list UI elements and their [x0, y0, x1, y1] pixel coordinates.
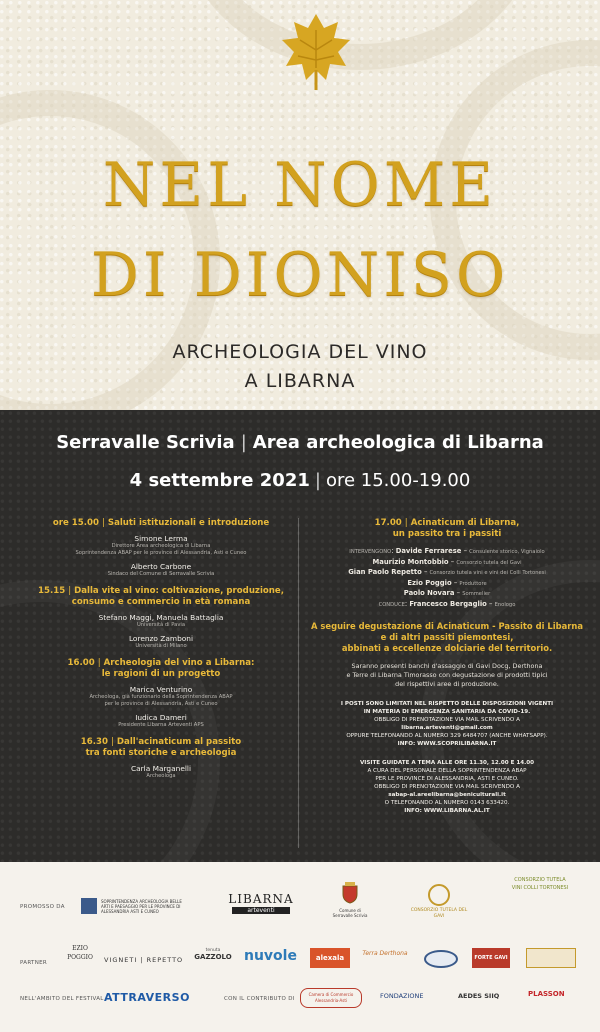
speaker	[30, 713, 292, 729]
promoted-label: PROMOSSO DA	[20, 904, 65, 910]
logo-gazzolo	[192, 948, 234, 961]
sponsor-logos	[0, 862, 600, 1032]
info-line: OBBLIGO DI PRENOTAZIONE VIA MAIL SCRIVENDO A	[374, 783, 520, 790]
speaker-name: Lorenzo Zamboni	[128, 634, 194, 643]
logo-subtext: tenuta	[205, 948, 221, 953]
speaker-line: Ezio Poggio – Produttore	[407, 578, 487, 587]
logo-consorzio-gavi	[410, 884, 468, 928]
column-divider	[298, 518, 299, 848]
moderator-name: Francesco Bergaglio	[409, 599, 487, 608]
session-heading: 16.00 | Archeologia del vino a Libarna: le ragioni di un progetto	[67, 658, 255, 679]
speaker	[30, 634, 292, 650]
gavi-seal-icon	[428, 884, 450, 906]
session-time: 17.00	[374, 518, 402, 528]
session-time: ore 15.00	[52, 518, 99, 528]
logo-comune	[330, 882, 370, 930]
logo-plasson: PLASSON	[528, 990, 565, 998]
speaker-role: Archeologa, già funzionario della Soprintendenza ABAP	[89, 694, 233, 700]
moderator-label: CONDUCE	[378, 601, 405, 608]
coat-of-arms-icon	[341, 882, 359, 904]
logo-libarna	[222, 892, 300, 922]
speaker-role: Sindaco del Comune di Serravalle Scrivia	[107, 571, 215, 577]
info-line: I POSTI SONO LIMITATI NEL RISPETTO DELLE DISPOSIZIONI VIGENTI	[340, 700, 554, 707]
speaker-role: Consulente storico, Vignaiolo	[469, 549, 545, 555]
tasting-description	[304, 662, 590, 689]
speaker-role: Archeologa	[146, 773, 176, 779]
subtitle-line-1: ARCHEOLOGIA DEL VINO	[172, 341, 428, 363]
session-title-line: consumo e commercio in età romana	[71, 597, 251, 607]
speaker	[30, 764, 292, 780]
partners-label: PARTNER	[20, 960, 48, 966]
logo-vigneti-repetto: VIGNETI | REPETTO	[104, 956, 184, 964]
speaker-role: Soprintendenza ABAP per le province di Alessandria, Asti e Cuneo	[75, 550, 247, 556]
logo-colli-tortonesi	[510, 876, 570, 930]
promoters-row	[0, 870, 600, 930]
info-line: PER LE PROVINCE DI ALESSANDRIA, ASTI E CUNEO.	[375, 775, 519, 782]
festival-label: NELL'AMBITO DEL FESTIVAL	[20, 996, 104, 1002]
program-session	[30, 586, 292, 650]
session-title-line: tra fonti storiche e archeologia	[85, 748, 237, 758]
speaker-name: Iudica Dameri	[135, 713, 187, 722]
logo-oval	[424, 950, 458, 968]
logo-text: Comune di Serravalle Scrivia	[332, 908, 368, 918]
tasting-line: A seguire degustazione di Acinaticum - Passito di Libarna	[311, 620, 583, 631]
logo-text: GAZZOLO	[194, 953, 232, 961]
logo-soprintendenza	[80, 888, 190, 924]
speaker-role: Università di Milano	[135, 643, 187, 649]
tasting-line: e di altri passiti piemontesi,	[380, 631, 514, 642]
tasting-text-line: e Terre di Libarna Timorasso con degustazione di prodotti tipici	[346, 670, 548, 679]
speaker-name: Alberto Carbone	[130, 562, 192, 571]
session-time: 16.00	[67, 658, 95, 668]
info-line: libarna.arteventi@gmail.com	[401, 724, 493, 731]
info-line: OPPURE TELEFONANDO AL NUMERO 329 6484707 (ANCHE WHATSAPP).	[346, 732, 548, 739]
program-session	[30, 518, 292, 578]
speaker-name: Maurizio Montobbio	[372, 557, 449, 566]
logo-subtext: arteventi	[232, 907, 290, 914]
logo-camera-commercio: Camera di Commercio Alessandria-Asti	[300, 988, 362, 1008]
date-line	[0, 470, 600, 491]
program-section	[0, 410, 600, 862]
speaker-role: Consorzio tutela vini e vini dei Colli Tortonesi	[429, 570, 546, 577]
speaker-role: Consorzio tutela del Gavi	[456, 559, 522, 566]
speaker-role: Presidente Libarna Arteventi APS	[118, 722, 204, 728]
speaker-line: Paolo Novara – Sommelier	[403, 589, 491, 598]
venue-name: Area archeologica di Libarna	[252, 432, 544, 453]
session-heading: 17.00 | Acinaticum di Libarna, un passito tra i passiti	[374, 518, 520, 539]
speaker	[30, 613, 292, 629]
hero-section	[0, 0, 600, 410]
speaker-line: Maurizio Montobbio – Consorzio tutela del Gavi	[372, 557, 522, 566]
speaker-role: Direttore Area archeologica di Libarna	[111, 543, 211, 549]
speaker-name: Simone Lerma	[134, 534, 188, 543]
booking-info	[304, 700, 590, 748]
session-heading: 15.15 | Dalla vite al vino: coltivazione, produzione, consumo e commercio in età romana	[38, 586, 284, 607]
session-time: 15.15	[38, 586, 66, 596]
separator: |	[240, 432, 247, 453]
speaker-role: per le province di Alessandria, Asti e Cuneo	[104, 701, 218, 707]
event-time: ore 15.00-19.00	[325, 470, 471, 491]
speaker-name: Gian Paolo Repetto	[348, 568, 422, 577]
speaker-role: Sommelier	[462, 591, 491, 598]
session-title-line: un passito tra i passiti	[392, 529, 502, 539]
logo-fondazione: FONDAZIONE	[380, 992, 424, 1000]
program-left-column	[30, 518, 292, 788]
speaker-name: Stefano Maggi, Manuela Battaglia	[98, 613, 224, 622]
vine-leaf-icon	[276, 10, 356, 92]
partners-row	[0, 934, 600, 986]
session-heading: ore 15.00 | Saluti istituzionali e introduzione	[52, 518, 270, 528]
contribution-label: CON IL CONTRIBUTO DI	[224, 996, 295, 1002]
tasting-text-line: del rispettivi aree di produzione.	[395, 679, 499, 688]
info-line: sabap-al.areelibarna@beniculturali.it	[388, 791, 506, 798]
program-right-column	[304, 518, 590, 815]
logo-forte-gavi: FORTE GAVI	[472, 948, 510, 968]
session-heading: 16.30 | Dall'acinaticum al passito tra fonti storiche e archeologia	[80, 737, 242, 758]
logo-ezio-poggio: EZIO POGGIO	[67, 945, 93, 961]
speaker-line: Gian Paolo Repetto – Consorzio tutela vini e vini dei Colli Tortonesi	[348, 568, 546, 577]
logo-nuvole: nuvole	[244, 948, 297, 964]
session-title-line: Dalla vite al vino: coltivazione, produzione,	[74, 586, 284, 596]
tasting-text-line: Saranno presenti banchi d'assaggio di Gavi Docg, Derthona	[351, 661, 543, 670]
ministry-emblem-icon	[81, 898, 97, 914]
speaker-name: Marica Venturino	[129, 685, 193, 694]
moderator-role: Enologo	[494, 601, 516, 608]
logo-attraverso: ATTRAVERSO	[104, 991, 190, 1004]
program-session	[30, 658, 292, 729]
info-line: INFO: WWW.SCOPRILIBARNA.IT	[397, 740, 497, 747]
info-line: OBBLIGO DI PRENOTAZIONE VIA MAIL SCRIVENDO A	[374, 716, 520, 723]
speakers-list	[304, 547, 590, 611]
session-title-line: Acinaticum di Libarna,	[410, 518, 520, 528]
info-line: INFO: WWW.LIBARNA.AL.IT	[404, 807, 490, 814]
logo-aedes: AEDES SIIQ	[458, 992, 500, 1000]
info-line: A CURA DEL PERSONALE DELLA SOPRINTENDENZA ABAP	[367, 767, 527, 774]
speaker	[30, 534, 292, 557]
mosaic-arc	[180, 0, 540, 70]
tasting-line: abbinati a eccellenze dolciarie del territorio.	[341, 642, 553, 653]
program-session	[30, 737, 292, 780]
tasting-heading	[304, 621, 590, 654]
place-name: Serravalle Scrivia	[56, 432, 235, 453]
logo-text: LIBARNA	[228, 892, 294, 906]
festival-row	[0, 988, 600, 1028]
info-line: O TELEFONANDO AL NUMERO 0143 633420.	[384, 799, 510, 806]
guided-tours-info	[304, 759, 590, 815]
speaker-name: Davide Ferrarese	[395, 547, 462, 555]
session-time: 16.30	[80, 737, 108, 747]
logo-alexala: alexala	[310, 948, 350, 968]
speaker-line: INTERVENGONO: Davide Ferrarese – Consulente storico, Vignaiolo	[349, 547, 545, 555]
venue-line	[0, 432, 600, 453]
session-title-line: le ragioni di un progetto	[101, 669, 221, 679]
event-date: 4 settembre 2021	[129, 470, 310, 491]
session-title-line: Archeologia del vino a Libarna:	[103, 658, 255, 668]
speaker	[30, 685, 292, 708]
speaker	[30, 562, 292, 578]
speaker-name: Paolo Novara	[403, 589, 455, 598]
speaker-role: Università di Pavia	[136, 622, 186, 628]
logo-text: CONSORZIO TUTELA DEL GAVI	[410, 908, 468, 919]
speakers-label: INTERVENGONO	[349, 549, 392, 555]
main-title-line-2: DI DIONISO	[90, 240, 510, 310]
logo-last	[526, 948, 576, 968]
info-line: IN MATERIA DI EMERGENZA SANITARIA DA COVID-19.	[363, 708, 531, 715]
logo-terra-derthona: Terra Derthona	[362, 950, 408, 957]
session-title-line: Saluti istituzionali e introduzione	[107, 518, 270, 528]
session-title-line: Dall'acinaticum al passito	[116, 737, 242, 747]
info-line: VISITE GUIDATE A TEMA ALLE ORE 11.30, 12.00 E 14.00	[359, 759, 535, 766]
moderator-line: CONDUCE: Francesco Bergaglio – Enologo	[378, 599, 516, 608]
logo-text: CONSORZIO TUTELA VINI COLLI TORTONESI	[511, 877, 569, 891]
speaker-name: Carla Marganelli	[130, 764, 192, 773]
separator: |	[314, 470, 321, 491]
main-title-line-1: NEL NOME	[102, 150, 498, 220]
speaker-name: Ezio Poggio	[407, 578, 452, 587]
logo-text: SOPRINTENDENZA ARCHEOLOGIA BELLE ARTI E PAESAGGIO PER LE PROVINCE DI ALESSANDRIA ASTI E CUNEO	[101, 898, 182, 914]
subtitle-line-2: A LIBARNA	[244, 370, 356, 392]
speaker-role: Produttore	[459, 580, 487, 587]
